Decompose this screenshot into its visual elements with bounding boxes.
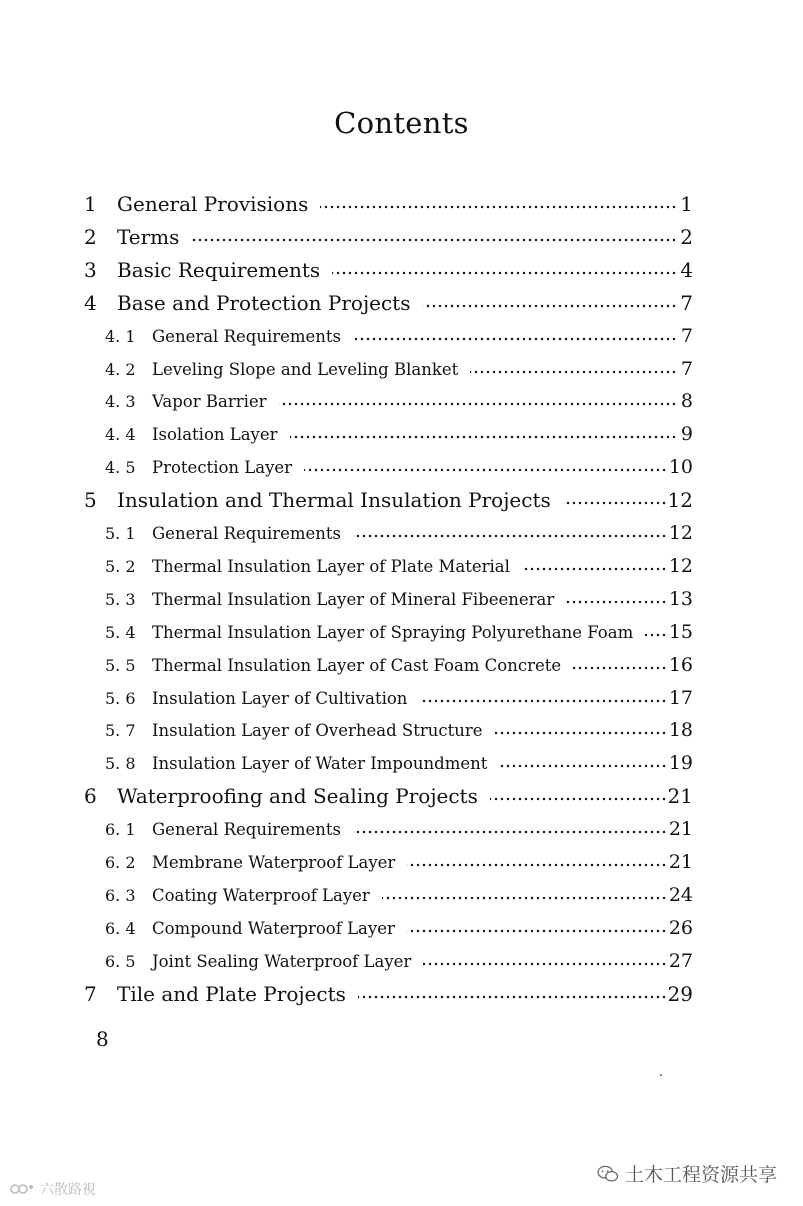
entry-page-number: 2	[680, 224, 693, 249]
dot-leader	[332, 268, 677, 278]
dot-leader	[353, 827, 667, 837]
entry-number: 5. 1	[105, 524, 136, 543]
entry-label: Thermal Insulation Layer of Mineral Fibeenerar	[152, 589, 555, 609]
entry-page-number: 8	[680, 390, 693, 413]
dot-leader	[320, 202, 677, 212]
dot-leader	[279, 399, 677, 409]
dot-leader	[499, 761, 667, 771]
watermark-text: 土木工程资源共享	[624, 1164, 777, 1186]
toc-section-entry	[0, 848, 803, 881]
entry-page-number: 19	[668, 752, 693, 775]
entry-number: 6. 3	[105, 885, 136, 905]
toc-section-entry	[0, 815, 803, 848]
entry-label: Leveling Slope and Leveling Blanket	[152, 359, 459, 379]
toc-section-entry	[0, 585, 803, 618]
entry-number: 6. 2	[105, 853, 136, 872]
entry-label: General Requirements	[152, 524, 342, 543]
dot-leader	[382, 893, 667, 903]
entry-label: Compound Waterproof Layer	[152, 918, 395, 938]
entry-page-number: 7	[680, 290, 693, 315]
corner-mark-text: 六散路視	[40, 1182, 96, 1198]
toc-section-entry	[0, 651, 803, 684]
toc-chapter-entry	[0, 256, 803, 289]
entry-page-number: 12	[668, 554, 693, 577]
entry-label: Basic Requirements	[117, 257, 321, 282]
entry-page-number: 7	[680, 357, 693, 380]
dot-leader	[358, 992, 667, 1002]
scan-speck	[660, 1074, 662, 1076]
entry-page-number: 29	[667, 981, 693, 1006]
entry-label: General Provisions	[117, 192, 309, 216]
entry-label: Insulation Layer of Cultivation	[152, 688, 408, 708]
entry-page-number: 21	[667, 784, 693, 809]
dot-leader	[566, 597, 667, 607]
toc-section-entry	[0, 420, 803, 453]
entry-label: Base and Protection Projects	[117, 290, 411, 315]
entry-label: General Requirements	[152, 326, 342, 346]
entry-page-number: 26	[668, 916, 693, 939]
entry-number: 4. 4	[105, 425, 136, 445]
entry-page-number: 15	[668, 620, 693, 643]
dot-leader	[495, 728, 667, 738]
toc-section-entry	[0, 684, 803, 717]
toc-chapter-entry	[0, 486, 803, 519]
toc-chapter-entry	[0, 190, 803, 223]
toc-chapter-entry	[0, 782, 803, 815]
dot-leader	[353, 334, 677, 344]
wechat-icon	[597, 1165, 619, 1183]
entry-label: General Requirements	[152, 820, 342, 840]
toc-section-entry	[0, 881, 803, 914]
entry-label: Membrane Waterproof Layer	[152, 853, 396, 872]
entry-page-number: 16	[668, 653, 693, 676]
entry-label: Insulation Layer of Overhead Structure	[152, 721, 483, 741]
entry-label: Thermal Insulation Layer of Spraying Polyurethane Foam	[152, 622, 634, 642]
entry-page-number: 21	[668, 818, 693, 841]
entry-number: 3	[84, 257, 97, 282]
dot-leader	[423, 959, 667, 969]
dot-leader	[563, 498, 667, 508]
entry-number: 2	[84, 224, 97, 249]
toc-section-entry	[0, 552, 803, 585]
toc-section-entry	[0, 618, 803, 651]
entry-number: 5. 6	[105, 688, 136, 708]
dot-leader	[304, 465, 667, 475]
entry-number: 5. 7	[105, 721, 136, 741]
entry-page-number: 12	[667, 488, 693, 513]
dot-leader	[407, 926, 667, 936]
entry-page-number: 17	[668, 686, 693, 709]
entry-label: Waterproofing and Sealing Projects	[117, 784, 478, 809]
entry-number: 4. 1	[105, 326, 136, 346]
toc-chapter-entry	[0, 289, 803, 322]
toc-section-entry	[0, 519, 803, 552]
toc-section-entry	[0, 947, 803, 980]
entry-page-number: 7	[680, 324, 693, 347]
entry-page-number: 13	[668, 587, 693, 610]
dot-leader	[522, 564, 667, 574]
entry-page-number: 10	[668, 456, 693, 479]
entry-number: 5. 4	[105, 622, 136, 642]
entry-label: Insulation Layer of Water Impoundment	[152, 754, 488, 774]
corner-mark	[10, 1179, 96, 1199]
toc-section-entry	[0, 322, 803, 355]
entry-label: Isolation Layer	[152, 425, 278, 445]
page-number: 8	[96, 1027, 109, 1051]
entry-number: 7	[84, 981, 97, 1006]
entry-page-number: 24	[668, 883, 693, 906]
entry-number: 4. 3	[105, 392, 136, 412]
entry-number: 5. 2	[105, 556, 136, 576]
toc-section-entry	[0, 716, 803, 749]
entry-label: Vapor Barrier	[152, 392, 267, 412]
toc-section-entry	[0, 749, 803, 782]
dot-leader	[407, 860, 667, 870]
entry-number: 4	[84, 290, 97, 315]
toc-section-entry	[0, 914, 803, 947]
entry-page-number: 1	[680, 192, 693, 216]
entry-label: Thermal Insulation Layer of Plate Material	[152, 556, 510, 576]
logo-icon	[10, 1182, 36, 1196]
dot-leader	[423, 301, 677, 311]
dot-leader	[191, 235, 677, 245]
dot-leader	[470, 367, 677, 377]
entry-label: Tile and Plate Projects	[117, 981, 346, 1006]
entry-number: 5. 5	[105, 655, 136, 675]
entry-number: 1	[84, 192, 97, 216]
entry-number: 6	[84, 784, 97, 809]
entry-label: Terms	[117, 224, 180, 249]
page-title: Contents	[334, 106, 469, 140]
entry-number: 5. 3	[105, 589, 136, 609]
toc-section-entry	[0, 387, 803, 420]
entry-number: 5	[84, 488, 97, 513]
entry-page-number: 18	[668, 719, 693, 742]
entry-page-number: 4	[680, 257, 693, 282]
entry-label: Thermal Insulation Layer of Cast Foam Concrete	[152, 655, 562, 675]
entry-page-number: 12	[668, 522, 693, 544]
toc-chapter-entry	[0, 980, 803, 1013]
dot-leader	[419, 696, 667, 706]
entry-page-number: 9	[680, 423, 693, 446]
entry-number: 6. 1	[105, 820, 136, 840]
entry-label: Coating Waterproof Layer	[152, 885, 370, 905]
entry-label: Joint Sealing Waterproof Layer	[152, 951, 412, 971]
entry-label: Insulation and Thermal Insulation Projects	[117, 488, 551, 513]
entry-number: 5. 8	[105, 754, 136, 774]
watermark	[597, 1160, 777, 1187]
entry-number: 4. 2	[105, 359, 136, 379]
entry-number: 6. 4	[105, 918, 136, 938]
entry-page-number: 27	[668, 949, 693, 972]
toc-section-entry	[0, 453, 803, 486]
dot-leader	[290, 432, 677, 442]
toc-chapter-entry	[0, 223, 803, 256]
entry-number: 4. 5	[105, 458, 136, 478]
toc-section-entry	[0, 355, 803, 388]
dot-leader	[490, 794, 667, 804]
entry-label: Protection Layer	[152, 458, 293, 478]
dot-leader	[353, 531, 667, 541]
entry-number: 6. 5	[105, 951, 136, 971]
entry-page-number: 21	[668, 851, 693, 873]
